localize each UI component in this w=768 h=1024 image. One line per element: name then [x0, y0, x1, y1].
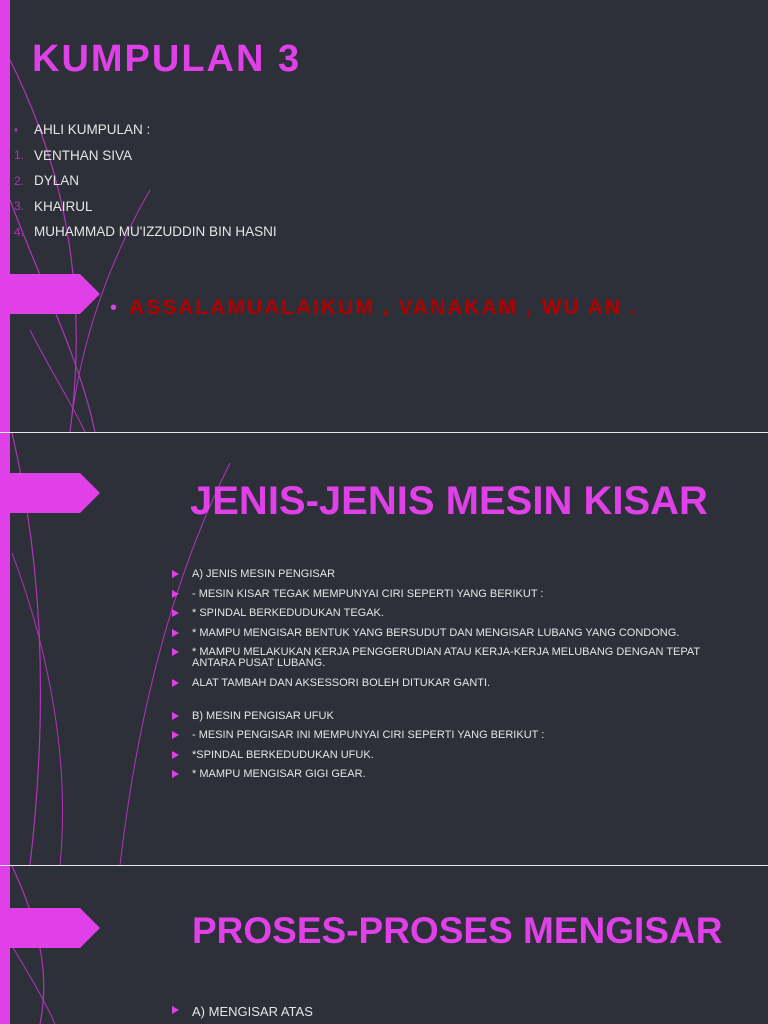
greeting	[110, 296, 638, 320]
accent-tab	[0, 908, 100, 948]
greeting-text: ASSALAMUALAIKUM , VANAKAM , WU AN .	[129, 296, 638, 319]
list-item	[172, 589, 732, 600]
list-item-text: - MESIN PENGISAR INI MEMPUNYAI CIRI SEPERTI YANG BERIKUT :	[192, 729, 545, 741]
arrow-bullet-icon	[172, 770, 179, 778]
list-item-text: MUHAMMAD MU'IZZUDDIN BIN HASNI	[34, 224, 277, 240]
list-item-text: * MAMPU MENGISAR GIGI GEAR.	[192, 768, 366, 780]
arrow-bullet-icon	[172, 712, 179, 720]
arrow-bullet-icon	[172, 648, 179, 656]
list-item	[172, 1005, 313, 1018]
bullet-icon: •	[110, 296, 118, 319]
list-item	[172, 647, 732, 669]
list-marker: 3.	[14, 199, 25, 214]
list-item	[14, 117, 277, 143]
arrow-bullet-icon	[172, 590, 179, 598]
slide-1	[0, 0, 768, 432]
member-list	[14, 117, 277, 245]
arrow-bullet-icon	[172, 570, 179, 578]
list-marker: •	[14, 122, 19, 137]
list-item-text: - MESIN KISAR TEGAK MEMPUNYAI CIRI SEPERTI YANG BERIKUT :	[192, 587, 544, 600]
list-item-text: AHLI KUMPULAN :	[34, 122, 151, 138]
list-item	[14, 143, 277, 169]
slide-title: PROSES-PROSES MENGISAR	[192, 910, 723, 951]
list-item-text: B) MESIN PENGISAR UFUK	[192, 709, 334, 722]
list-item	[172, 608, 732, 619]
list-item-text: *SPINDAL BERKEDUDUKAN UFUK.	[192, 748, 374, 761]
list-item	[172, 730, 732, 741]
list-marker: 1.	[14, 148, 25, 163]
arrow-bullet-icon	[172, 629, 179, 637]
slide-title: JENIS-JENIS MESIN KISAR	[190, 479, 708, 523]
list-item	[172, 711, 732, 722]
list-item-text: DYLAN	[34, 173, 80, 189]
list-item-text: ALAT TAMBAH DAN AKSESSORI BOLEH DITUKAR GANTI.	[192, 676, 491, 689]
list-item-text: * MAMPU MENGISAR BENTUK YANG BERSUDUT DAN MENGISAR LUBANG YANG CONDONG.	[192, 626, 680, 639]
accent-bar	[0, 0, 10, 432]
list-item-text: * SPINDAL BERKEDUDUKAN TEGAK.	[192, 607, 384, 619]
accent-tab	[0, 274, 100, 314]
list-item	[172, 769, 732, 780]
accent-tab	[0, 473, 100, 513]
list-item	[172, 628, 732, 639]
slide-2	[0, 433, 768, 865]
list-marker: 2.	[14, 173, 25, 188]
list-item	[14, 168, 277, 194]
list-marker: 4.	[14, 224, 25, 239]
list-item	[14, 194, 277, 220]
list-item	[172, 678, 732, 689]
list-item-text: * MAMPU MELAKUKAN KERJA PENGGERUDIAN ATAU KERJA-KERJA MELUBANG DENGAN TEPAT ANTARA PUSAT LUBANG.	[192, 646, 700, 669]
arrow-bullet-icon	[172, 751, 179, 759]
arrow-bullet-icon	[172, 731, 179, 739]
bullet-list	[172, 1005, 313, 1024]
arrow-bullet-icon	[172, 1006, 179, 1014]
list-item-text: KHAIRUL	[34, 198, 93, 214]
slide-3	[0, 866, 768, 1024]
arrow-bullet-icon	[172, 609, 179, 617]
list-item-text: A) MENGISAR ATAS	[192, 1004, 313, 1019]
slide-title: KUMPULAN 3	[32, 38, 302, 80]
list-item-text: VENTHAN SIVA	[34, 147, 133, 163]
bullet-list	[172, 569, 732, 789]
list-item	[172, 569, 732, 580]
list-item	[14, 219, 277, 245]
list-item-text: A) JENIS MESIN PENGISAR	[192, 568, 336, 580]
list-item	[172, 750, 732, 761]
arrow-bullet-icon	[172, 679, 179, 687]
